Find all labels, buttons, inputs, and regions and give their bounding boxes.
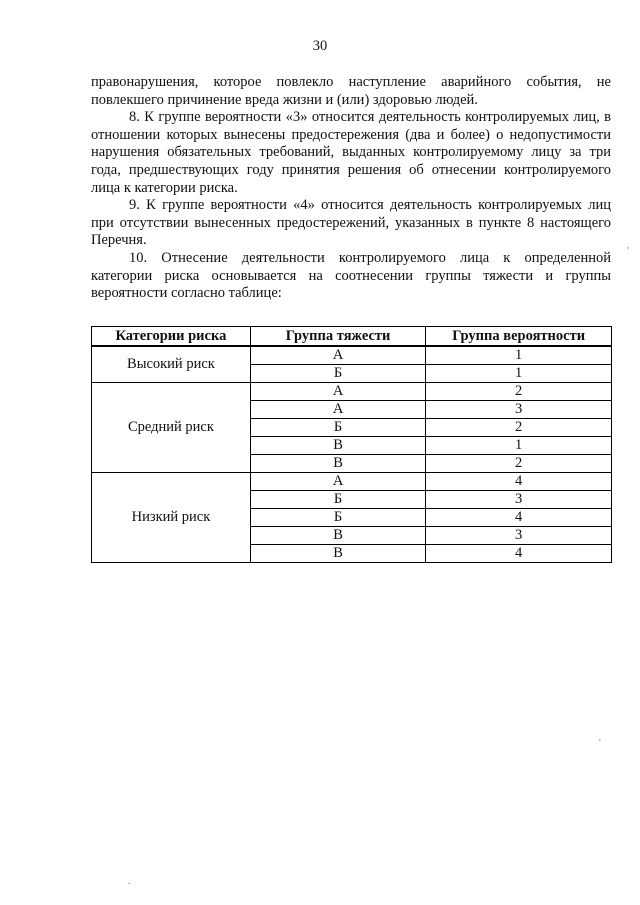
body-text [91, 74, 611, 303]
probability-cell: 4 [426, 545, 612, 563]
severity-cell: Б [250, 509, 425, 527]
severity-cell: А [250, 401, 425, 419]
probability-cell: 2 [426, 419, 612, 437]
table-row [92, 473, 612, 491]
scan-speck: ' [599, 738, 601, 749]
probability-cell: 3 [426, 401, 612, 419]
severity-cell: А [250, 383, 425, 401]
severity-cell: А [250, 346, 425, 365]
scan-speck: ' [627, 246, 629, 257]
page-number: 30 [312, 38, 328, 54]
severity-cell: В [250, 455, 425, 473]
probability-cell: 1 [426, 437, 612, 455]
category-low-risk: Низкий риск [92, 473, 251, 563]
severity-cell: Б [250, 419, 425, 437]
header-probability-group: Группа вероятности [426, 327, 612, 347]
severity-cell: В [250, 527, 425, 545]
paragraph-continuation: правонарушения, которое повлекло наступление аварийного события, не повлекшего причинение вреда жизни и (или) здоровью людей. [91, 74, 611, 108]
probability-cell: 3 [426, 491, 612, 509]
risk-category-table [91, 326, 612, 563]
scan-speck: . [128, 876, 131, 887]
table-row [92, 383, 612, 401]
paragraph-9: 9. К группе вероятности «4» относится деятельность контролируемых лиц при отсутствии вынесенных предостережений, указанных в пункте 8 настоящего Перечня. [91, 197, 611, 249]
header-severity-group: Группа тяжести [250, 327, 425, 347]
probability-cell: 3 [426, 527, 612, 545]
severity-cell: Б [250, 365, 425, 383]
severity-cell: В [250, 545, 425, 563]
category-high-risk: Высокий риск [92, 346, 251, 383]
severity-cell: Б [250, 491, 425, 509]
probability-cell: 2 [426, 383, 612, 401]
header-risk-category: Категории риска [92, 327, 251, 347]
paragraph-8: 8. К группе вероятности «3» относится деятельность контролируемых лиц, в отношении которых вынесены предостережения (два и более) о недопустимости нарушения обязательных требований, выданных контролируемому лицу за три года, предшествующих году принятия решения об отнесении контролируемого лица к категории риска. [91, 109, 611, 196]
probability-cell: 4 [426, 509, 612, 527]
probability-cell: 2 [426, 455, 612, 473]
paragraph-10: 10. Отнесение деятельности контролируемого лица к определенной категории риска основывается на соотнесении группы тяжести и группы вероятности согласно таблице: [91, 249, 611, 302]
probability-cell: 1 [426, 365, 612, 383]
table-header-row [92, 327, 612, 347]
table-row [92, 346, 612, 365]
severity-cell: В [250, 437, 425, 455]
category-medium-risk: Средний риск [92, 383, 251, 473]
probability-cell: 1 [426, 346, 612, 365]
severity-cell: А [250, 473, 425, 491]
probability-cell: 4 [426, 473, 612, 491]
